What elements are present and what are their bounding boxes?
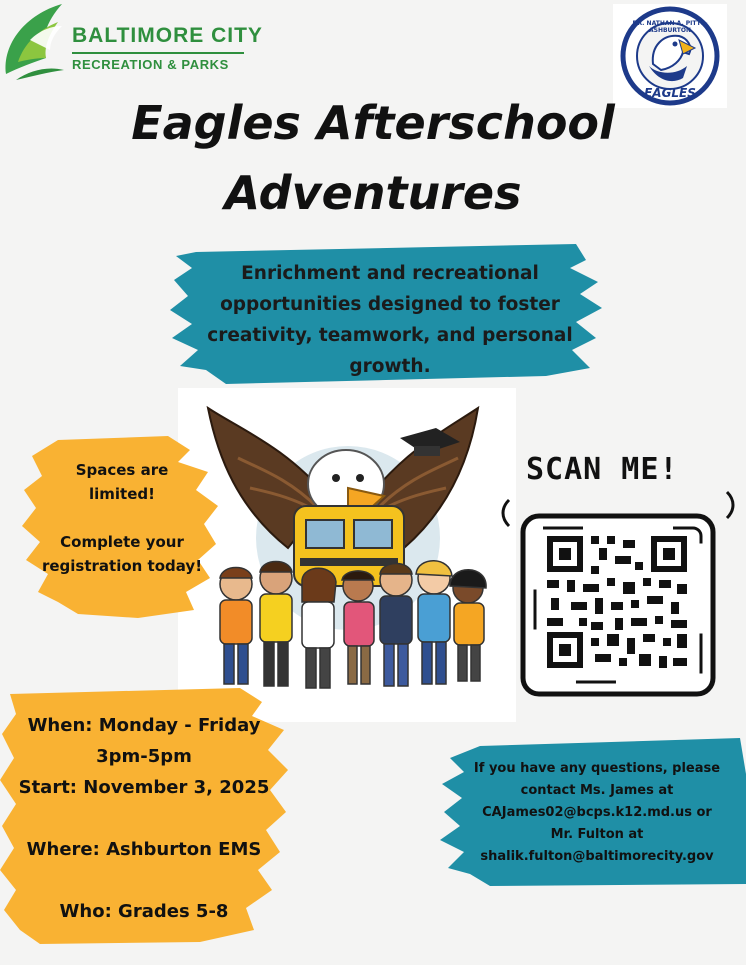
contact-line-4: Mr. Fulton at: [550, 827, 644, 842]
scan-me-label: SCAN ME!: [526, 452, 679, 487]
logo-subtitle: RECREATION & PARKS: [72, 57, 229, 72]
contact-line-1: If you have any questions, please: [473, 761, 721, 776]
logo-title: BALTIMORE CITY: [72, 24, 263, 47]
description-line-1: Enrichment and recreational: [241, 263, 539, 284]
notice-line-1: Spaces are: [75, 461, 169, 479]
details-text: [0, 710, 288, 927]
notice-line-4: registration today!: [41, 557, 203, 575]
eagle-bus-kids-illustration: [178, 388, 516, 722]
description-line-2: opportunities designed to foster: [220, 294, 560, 315]
details-spacer-2: [0, 865, 288, 896]
description-line-4: growth.: [349, 356, 431, 377]
when-line-2: 3pm-5pm: [96, 746, 192, 767]
description-line-3: creativity, teamwork, and personal: [207, 325, 573, 346]
notice-text: [22, 458, 222, 578]
seal-ring-text: DR. NATHAN A. PITTS-ASHBURTON: [632, 20, 708, 34]
notice-line-2: limited!: [89, 485, 155, 503]
location: Where: Ashburton EMS: [26, 839, 262, 860]
contact-line-2: contact Ms. James at: [520, 783, 674, 798]
description-text: [180, 258, 600, 382]
contact-text: [456, 758, 738, 868]
title-line-1: Eagles Afterschool: [131, 96, 615, 150]
start-date: Start: November 3, 2025: [18, 777, 270, 798]
title-line-2: Adventures: [224, 166, 522, 220]
illustration-panel: [178, 388, 516, 722]
grades: Who: Grades 5-8: [59, 901, 229, 922]
logo-divider: [72, 52, 244, 54]
when-line-1: When: Monday - Friday: [27, 715, 261, 736]
contact-email-fulton[interactable]: shalik.fulton@baltimorecity.gov: [480, 849, 714, 864]
details-spacer-1: [0, 803, 288, 834]
contact-email-james[interactable]: CAJames02@bcps.k12.md.us or: [482, 805, 712, 820]
notice-spacer: [22, 506, 222, 530]
seal-eagles-text: EAGLES: [644, 86, 696, 100]
qr-code-frame[interactable]: [495, 478, 741, 700]
notice-line-3: Complete your: [60, 533, 184, 551]
